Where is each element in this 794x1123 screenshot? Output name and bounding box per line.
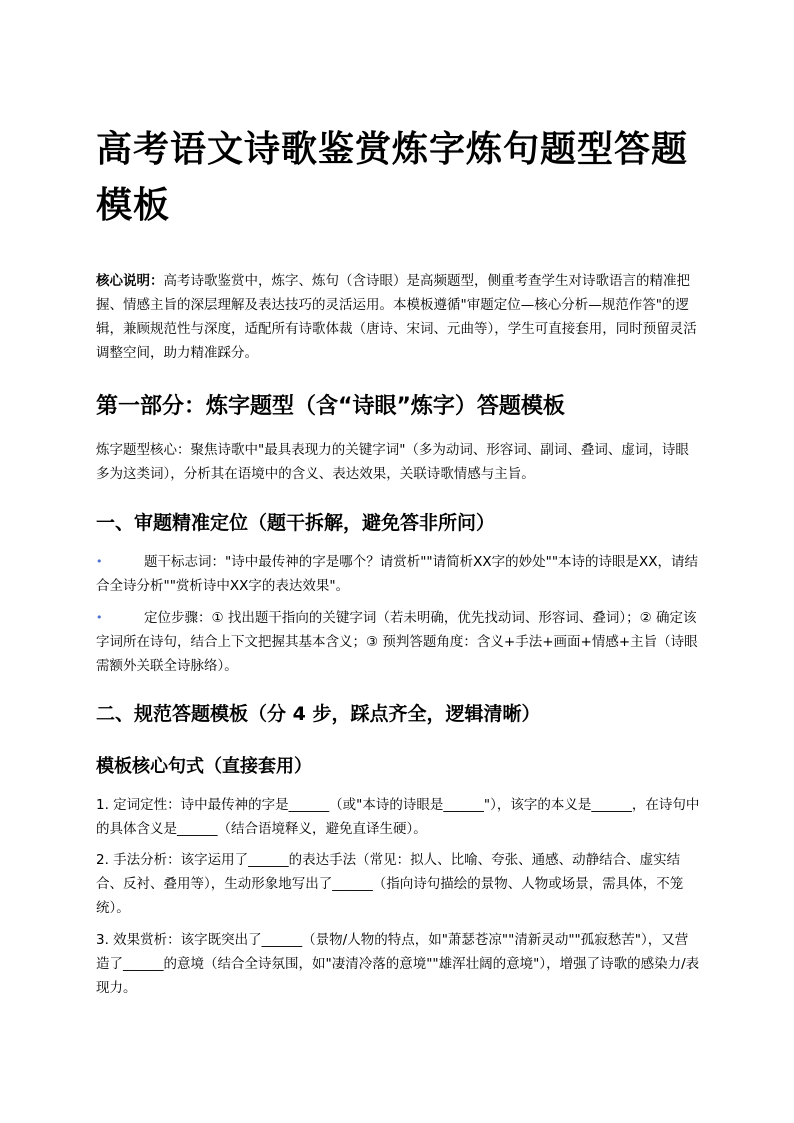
section2-heading: 二、规范答题模板（分 4 步，踩点齐全，逻辑清晰） bbox=[96, 703, 541, 725]
intro-text: 高考诗歌鉴赏中，炼字、炼句（含诗眼）是高频题型，侧重考查学生对诗歌语言的精准把握、情感主旨的深层理解及表达技巧的灵活运用。本模板遵循"审题定位—核心分析—规范作答"的逻辑，兼顾规范性与深度，适配所有诗歌体裁（唐诗、宋词、元曲等），学生可直接套用，同时预留灵活调整空间，助力精准踩分。 bbox=[96, 273, 697, 361]
intro-paragraph bbox=[96, 269, 700, 365]
step-1-paragraph: 1. 定词定性：诗中最传神的字是______（或"本诗的诗眼是______"），该字的本义是______，在诗句中的具体含义是______（结合语境释义，避免直译生硬）。 bbox=[96, 797, 700, 837]
template-subheading: 模板核心句式（直接套用） bbox=[96, 756, 312, 777]
document-title: 高考语文诗歌鉴赏炼字炼句题型答题模板 bbox=[96, 129, 689, 226]
step-2-paragraph: 2. 手法分析：该字运用了______的表达手法（常见：拟人、比喻、夸张、通感、动静结合、虚实结合、反衬、叠用等），生动形象地写出了______（指向诗句描绘的景物、人物或场景，需具体，不笼统）。 bbox=[96, 852, 684, 916]
section1-heading: 一、审题精准定位（题干拆解，避免答非所问） bbox=[96, 512, 496, 534]
bullet-text: 定位步骤：① 找出题干指向的关键字词（若未明确，优先找动词、形容词、叠词）；② 确定该字词所在诗句，结合上下文把握其基本含义；③ 预判答题角度：含义+手法+画面+情感+主旨（诗眼需额外关联全诗脉络）。 bbox=[96, 610, 698, 674]
intro-lead: 核心说明： bbox=[96, 273, 164, 289]
bullet-icon: • bbox=[96, 611, 103, 624]
part1-heading: 第一部分：炼字题型（含“诗眼”炼字）答题模板 bbox=[96, 394, 565, 419]
step-3-paragraph: 3. 效果赏析：该字既突出了______（景物/人物的特点，如"萧瑟苍凉""清新灵动""孤寂愁苦"），又营造了______的意境（结合全诗氛围，如"凄清冷落的意境""雄浑壮阔的意境"），增强了诗歌的感染力/表现力。 bbox=[96, 932, 700, 996]
bullet-item-steps bbox=[96, 606, 700, 678]
bullet-icon: • bbox=[96, 555, 103, 568]
bullet-text: 题干标志词："诗中最传神的字是哪个？请赏析""请简析XX字的妙处""本诗的诗眼是XX，请结合全诗分析""赏析诗中XX字的表达效果"。 bbox=[96, 554, 699, 594]
part1-core-paragraph: 炼字题型核心：聚焦诗歌中"最具表现力的关键字词"（多为动词、形容词、副词、叠词、虚词，诗眼多为这类词），分析其在语境中的含义、表达效果，关联诗歌情感与主旨。 bbox=[96, 442, 689, 482]
bullet-item-keywords bbox=[96, 550, 700, 598]
